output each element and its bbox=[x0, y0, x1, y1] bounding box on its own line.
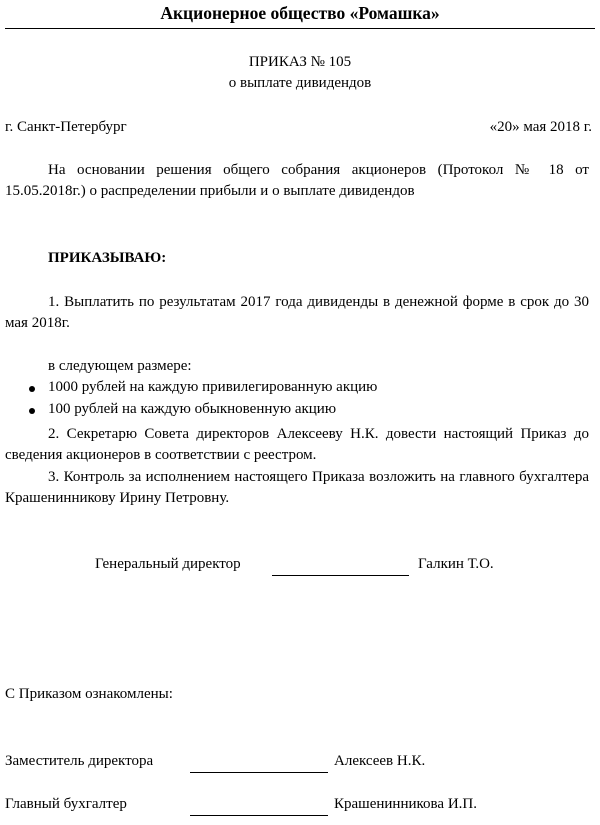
ack-position: Заместитель директора bbox=[5, 753, 154, 769]
company-name: Акционерное общество «Ромашка» bbox=[160, 3, 440, 23]
ack-name: Алексеев Н.К. bbox=[334, 753, 426, 769]
order-word: ПРИКАЗЫВАЮ: bbox=[48, 250, 167, 266]
ack-position: Главный бухгалтер bbox=[5, 796, 127, 812]
header-divider bbox=[5, 28, 595, 29]
bullet-item: 1000 рублей на каждую привилегированную акцию bbox=[48, 379, 378, 395]
ack-name: Крашенинникова И.П. bbox=[334, 796, 477, 812]
bullet-item: 100 рублей на каждую обыкновенную акцию bbox=[48, 401, 337, 417]
order-date: «20» мая 2018 г. bbox=[489, 119, 592, 135]
ack-signature-line bbox=[190, 772, 328, 773]
acknowledgement-heading: С Приказом ознакомлены: bbox=[5, 686, 173, 702]
order-title: ПРИКАЗ № 105 bbox=[248, 54, 352, 70]
signature-position: Генеральный директор bbox=[95, 556, 241, 572]
item-2-paragraph: 2. Секретарю Совета директоров Алексееву Н.К. довести настоящий Приказ до сведения акционеров в соответствии с реестром. bbox=[5, 426, 589, 463]
order-subtitle: о выплате дивидендов bbox=[228, 75, 372, 91]
bullet-icon bbox=[29, 408, 35, 414]
ack-signature-line bbox=[190, 815, 328, 816]
order-city: г. Санкт-Петербург bbox=[5, 119, 127, 135]
bullet-icon bbox=[29, 386, 35, 392]
signature-line bbox=[272, 575, 409, 576]
basis-paragraph: На основании решения общего собрания акционеров (Протокол № 18 от 15.05.2018г.) о распределении прибыли и о выплате дивидендов bbox=[5, 162, 589, 199]
item-3-paragraph: 3. Контроль за исполнением настоящего Приказа возложить на главного бухгалтера Крашенинникову Ирину Петровну. bbox=[5, 469, 589, 506]
amount-intro: в следующем размере: bbox=[48, 358, 192, 374]
item-1-paragraph: 1. Выплатить по результатам 2017 года дивиденды в денежной форме в срок до 30 мая 2018г. bbox=[5, 294, 589, 331]
signature-name: Галкин Т.О. bbox=[418, 556, 494, 572]
